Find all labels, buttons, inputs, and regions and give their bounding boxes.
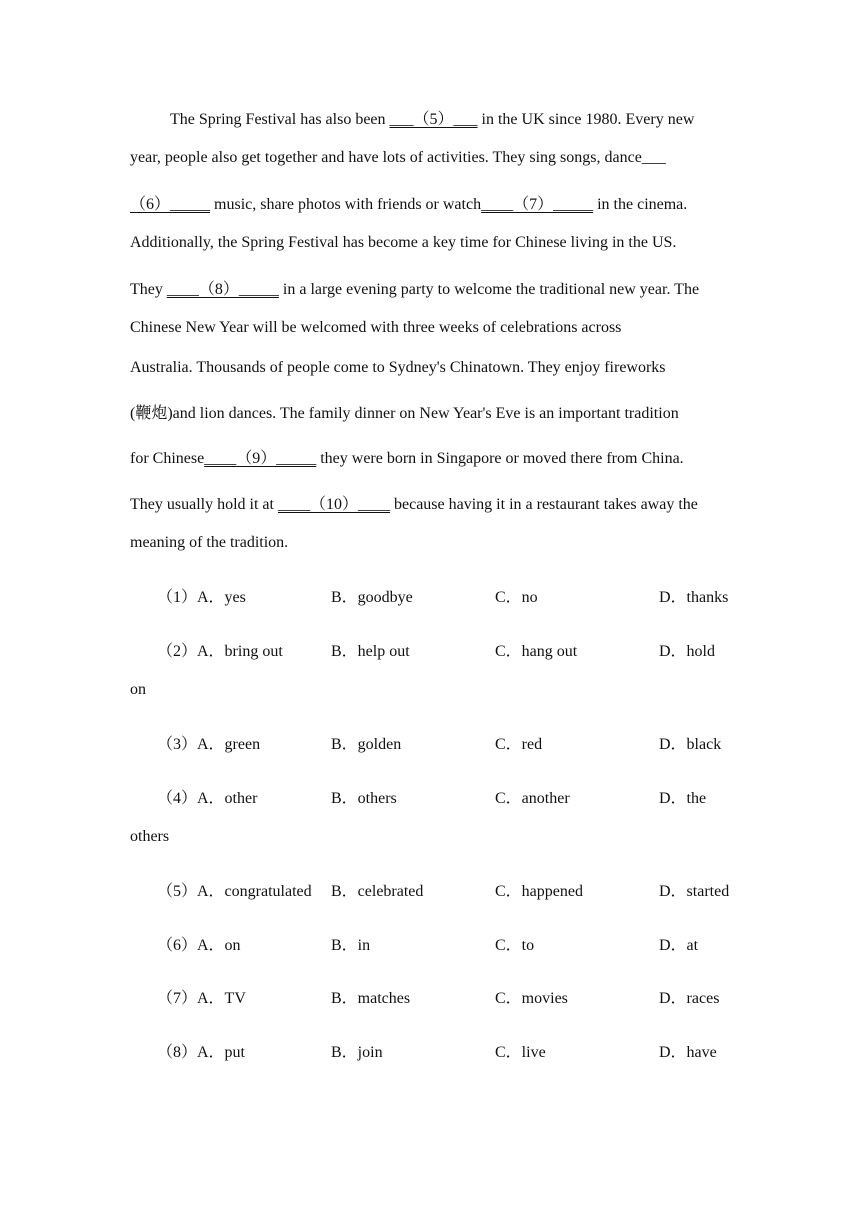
option-c: C．red (495, 736, 543, 753)
passage-text: in the cinema. (593, 196, 688, 213)
passage-text: Additionally, the Spring Festival has become a key time for Chinese living in the US. (130, 234, 677, 251)
option-d-wrap: others (130, 828, 170, 845)
blank-6: （6）_____ (130, 196, 211, 213)
option-d: D．black (659, 736, 722, 753)
blank-10: ____（10）____ (277, 496, 390, 513)
passage-line-5 (130, 276, 699, 299)
passage-text: music, share photos with friends or watch (210, 196, 482, 213)
option-b: B．others (331, 790, 397, 807)
passage-line-2 (130, 149, 666, 167)
option-a: （7）A．TV (157, 990, 246, 1007)
option-c: C．live (495, 1044, 546, 1061)
passage-text: The Spring Festival has also been (170, 111, 390, 128)
passage-line-1 (170, 106, 694, 129)
option-b: B．in (331, 937, 371, 954)
option-d: D．at (659, 937, 699, 954)
option-c: C．hang out (495, 643, 578, 660)
passage-text: meaning of the tradition. (130, 534, 289, 551)
passage-text: they were born in Singapore or moved there from China. (316, 450, 684, 467)
passage-text: Australia. Thousands of people come to Sydney's Chinatown. They enjoy fireworks (130, 359, 666, 376)
passage-text: in a large evening party to welcome the traditional new year. The (278, 281, 700, 298)
passage-line-3 (130, 191, 687, 214)
blank-6-start: ___ (641, 149, 666, 166)
option-b: B．golden (331, 736, 402, 753)
passage-text: Chinese New Year will be welcomed with three weeks of celebrations across (130, 319, 622, 336)
option-a: （2）A．bring out (157, 643, 283, 660)
option-d: D．have (659, 1044, 717, 1061)
blank-7: ____（7）_____ (481, 196, 594, 213)
option-a: （8）A．put (157, 1044, 246, 1061)
option-a: （5）A．congratulated (157, 883, 312, 900)
passage-line-11 (130, 534, 288, 552)
option-a: （1）A．yes (157, 589, 246, 606)
option-d: D．races (659, 990, 720, 1007)
option-d: D．started (659, 883, 730, 900)
passage-line-10 (130, 491, 698, 514)
option-b: B．join (331, 1044, 383, 1061)
passage-text: They (130, 281, 167, 298)
option-d-wrap: on (130, 681, 146, 698)
option-b: B．help out (331, 643, 410, 660)
option-c: C．no (495, 589, 538, 606)
option-d: D．the (659, 790, 707, 807)
option-b: B．celebrated (331, 883, 424, 900)
option-d: D．hold (659, 643, 716, 660)
passage-text: in the UK since 1980. Every new (477, 111, 695, 128)
passage-text: because having it in a restaurant takes away the (390, 496, 698, 513)
passage-text: year, people also get together and have lots of activities. They sing songs, dance (130, 149, 642, 166)
option-c: C．happened (495, 883, 583, 900)
blank-5: ___（5）___ (389, 111, 478, 128)
blank-9: ____（9）_____ (204, 450, 317, 467)
passage-line-7 (130, 359, 666, 377)
option-c: C．another (495, 790, 570, 807)
option-a: （6）A．on (157, 937, 241, 954)
option-a: （3）A．green (157, 736, 261, 753)
passage-text: (鞭炮)and lion dances. The family dinner on New Year's Eve is an important tradition (130, 405, 679, 422)
option-d: D．thanks (659, 589, 729, 606)
option-a: （4）A．other (157, 790, 258, 807)
passage-line-6 (130, 319, 621, 337)
option-c: C．movies (495, 990, 568, 1007)
passage-line-4 (130, 234, 676, 252)
passage-line-9 (130, 445, 684, 468)
passage-line-8 (130, 400, 679, 423)
blank-8: ____（8）_____ (166, 281, 279, 298)
option-c: C．to (495, 937, 535, 954)
option-b: B．matches (331, 990, 411, 1007)
passage-text: They usually hold it at (130, 496, 278, 513)
passage-text: for Chinese (130, 450, 205, 467)
option-b: B．goodbye (331, 589, 413, 606)
